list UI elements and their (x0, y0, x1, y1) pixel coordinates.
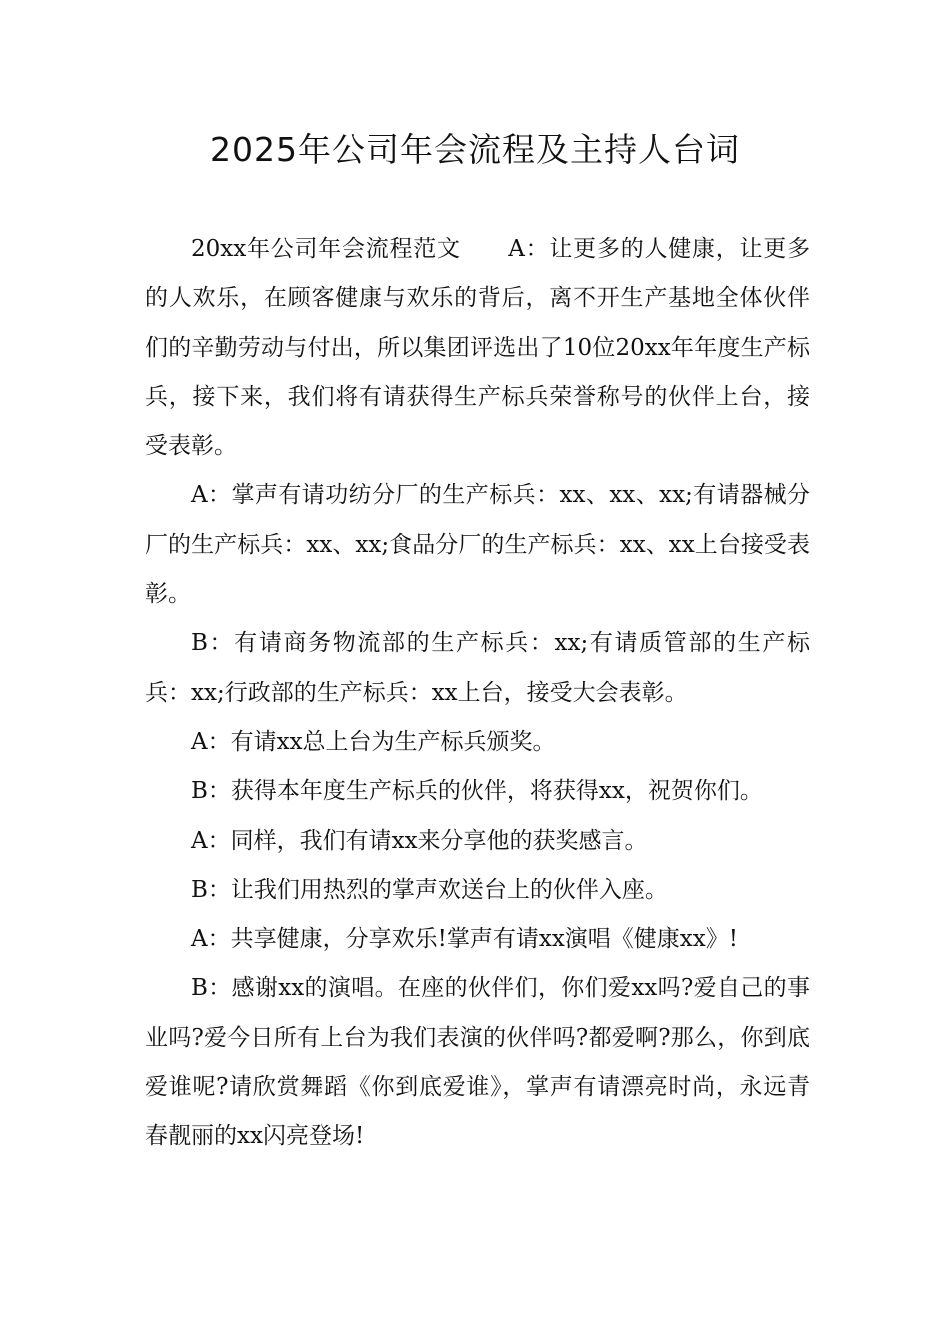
paragraph-b-congratulations: B：获得本年度生产标兵的伙伴，将获得xx，祝贺你们。 (191, 778, 763, 805)
paragraph-intro: 20xx年公司年会流程范文 A：让更多的人健康，让更多的人欢乐，在顾客健康与欢乐的背后，离不开生产基地全体伙伴们的辛勤劳动与付出，所以集团评选出了10位20xx年年度生产标兵，接下来，我们将有请获得生产标兵荣誉称号的伙伴上台，接受表彰。 (145, 236, 810, 460)
paragraph-a-presenter: A：有请xx总上台为生产标兵颁奖。 (191, 728, 556, 755)
document-title: 2025年公司年会流程及主持人台词 (210, 130, 740, 169)
paragraph-b-department-awards: B：有请商务物流部的生产标兵：xx;有请质管部的生产标兵：xx;行政部的生产标兵：xx上台，接受大会表彰。 (145, 630, 810, 706)
paragraph-a-song: A：共享健康，分享欢乐!掌声有请xx演唱《健康xx》! (191, 926, 738, 953)
paragraph-a-factory-awards: A：掌声有请功纺分厂的生产标兵：xx、xx、xx;有请器械分厂的生产标兵：xx、xx;食品分厂的生产标兵：xx、xx上台接受表彰。 (145, 482, 810, 608)
paragraph-b-dance: B：感谢xx的演唱。在座的伙伴们，你们爱xx吗?爱自己的事业吗?爱今日所有上台为我们表演的伙伴吗?都爱啊?那么，你到底爱谁呢?请欣赏舞蹈《你到底爱谁》，掌声有请漂亮时尚，永远青春靓丽的xx闪亮登场! (145, 975, 810, 1150)
document-body (145, 225, 810, 1162)
paragraph-b-send-off: B：让我们用热烈的掌声欢送台上的伙伴入座。 (191, 876, 668, 903)
paragraph-a-acceptance-speech: A：同样，我们有请xx来分享他的获奖感言。 (191, 827, 648, 854)
